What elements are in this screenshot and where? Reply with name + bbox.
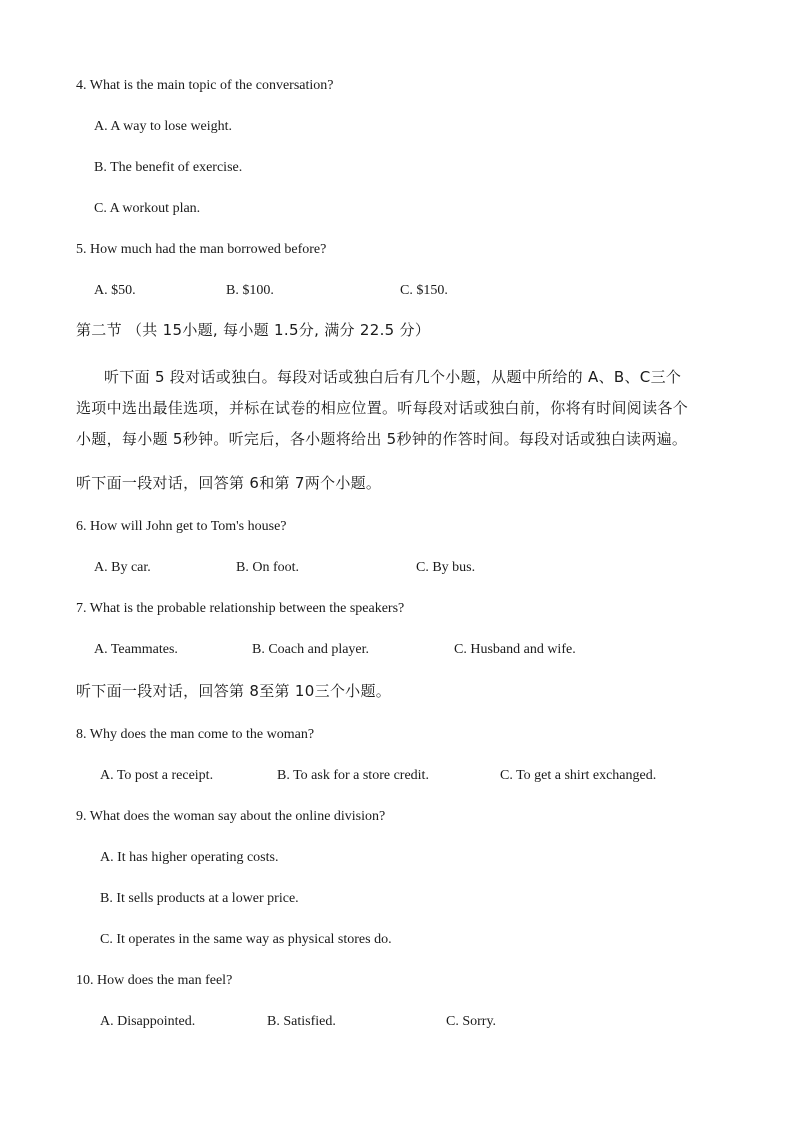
question-8: 8. Why does the man come to the woman? [76,727,315,742]
q10-option-a: A. Disappointed. [100,1014,196,1029]
q9-option-b: B. It sells products at a lower price. [100,891,299,906]
instructions-line-1: 听下面 5 段对话或独白。每段对话或独白后有几个小题，从题中所给的 A、B、C三个 [104,368,682,386]
q8-option-b: B. To ask for a store credit. [277,768,429,783]
q6-option-a: A. By car. [94,560,151,575]
section-heading: 第二节 （共 15小题, 每小题 1.5分, 满分 22.5 分） [76,321,431,339]
q4-option-c: C. A workout plan. [94,201,201,216]
q10-option-c: C. Sorry. [446,1014,497,1029]
question-10: 10. How does the man feel? [76,973,233,988]
dialog-intro-1: 听下面一段对话，回答第 6和第 7两个小题。 [76,474,382,492]
q4-option-a: A. A way to lose weight. [94,119,233,134]
q8-option-a: A. To post a receipt. [100,768,214,783]
q5-option-a: A. $50. [94,283,136,298]
q5-option-b: B. $100. [226,283,274,298]
q10-option-b: B. Satisfied. [267,1014,336,1029]
q9-option-a: A. It has higher operating costs. [100,850,279,865]
q7-option-b: B. Coach and player. [252,642,370,657]
question-4: 4. What is the main topic of the conversation? [76,78,334,93]
dialog-intro-2: 听下面一段对话，回答第 8至第 10三个小题。 [76,682,392,700]
q6-option-c: C. By bus. [416,560,476,575]
q9-option-c: C. It operates in the same way as physical stores do. [100,932,392,947]
question-6: 6. How will John get to Tom's house? [76,519,287,534]
q5-option-c: C. $150. [400,283,448,298]
instructions-line-2: 选项中选出最佳选项，并标在试卷的相应位置。听每段对话或独白前，你将有时间阅读各个 [76,399,689,417]
instructions-line-3: 小题，每小题 5秒钟。听完后，各小题将给出 5秒钟的作答时间。每段对话或独白读两遍。 [76,430,688,448]
q6-option-b: B. On foot. [236,560,299,575]
q7-option-c: C. Husband and wife. [454,642,576,657]
q4-option-b: B. The benefit of exercise. [94,160,243,175]
question-7: 7. What is the probable relationship between the speakers? [76,601,405,616]
question-5: 5. How much had the man borrowed before? [76,242,327,257]
q8-option-c: C. To get a shirt exchanged. [500,768,657,783]
q7-option-a: A. Teammates. [94,642,178,657]
question-9: 9. What does the woman say about the online division? [76,809,386,824]
